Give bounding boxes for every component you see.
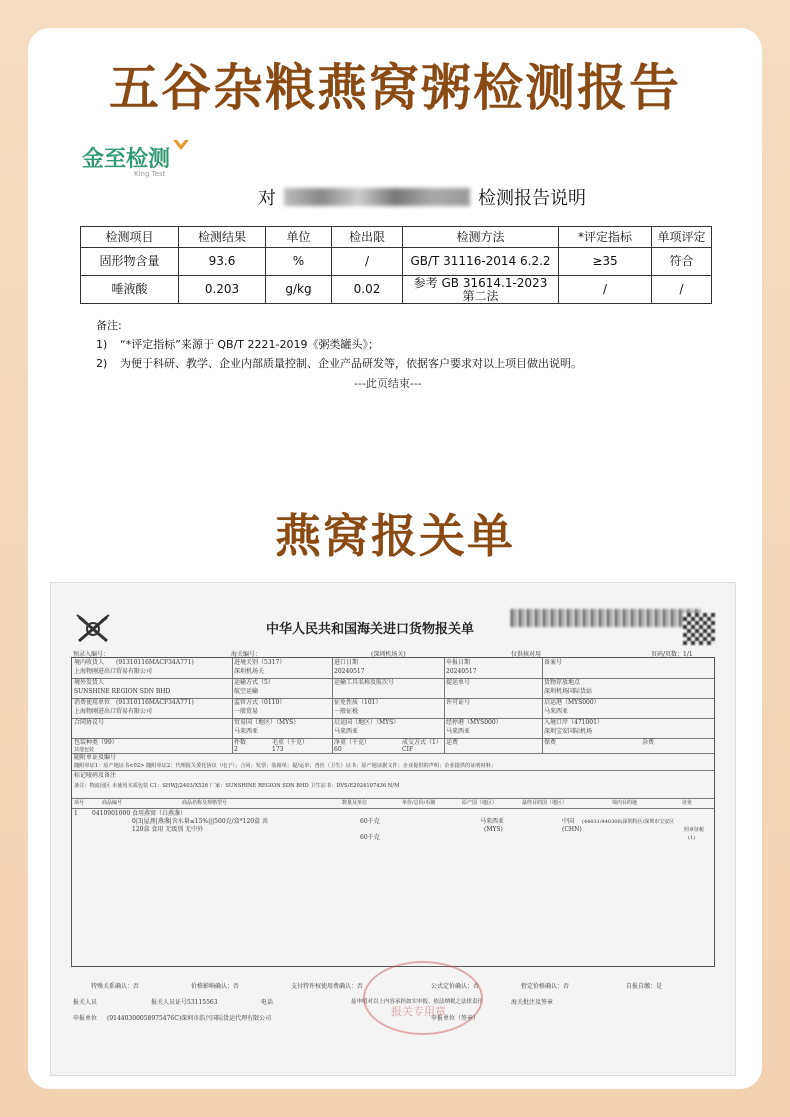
cell-value: 深圳机场国际货站 bbox=[544, 688, 593, 695]
cell-label: 毛重（千克） bbox=[272, 739, 309, 746]
customs-form-title: 中华人民共和国海关进口货物报关单 bbox=[266, 622, 475, 637]
legal-promise: 兹申明对以上内容承担如实申报、依法纳税之法律责任 bbox=[351, 999, 484, 1005]
cell-label: 运输工具名称及航次号 bbox=[334, 679, 395, 686]
cell-value: 深圳机场关 bbox=[234, 668, 265, 675]
page-title-report: 五谷杂粮燕窝粥检测报告 bbox=[109, 59, 681, 117]
goods-value: 0410901000 bbox=[92, 810, 131, 817]
cell-value: 一般征税 bbox=[334, 708, 359, 715]
cell-value: 马来西亚 bbox=[234, 728, 259, 735]
cell-value: 马来西亚 bbox=[334, 728, 359, 735]
cell-value: 深圳宝安国际机场 bbox=[544, 728, 593, 735]
goods-value: (MYS) bbox=[484, 826, 503, 833]
cell: % bbox=[266, 248, 332, 276]
cell-label: 包装种类（99） bbox=[74, 739, 118, 746]
cell-label: 合同协议号 bbox=[74, 719, 105, 726]
goods-value: (1) bbox=[688, 835, 696, 841]
port-name: (深圳机场关) bbox=[371, 651, 406, 658]
cell-label: 境内收货人 bbox=[74, 659, 105, 666]
self-report: 自报自缴：是 bbox=[626, 983, 663, 990]
goods-header: 原产国（地区） bbox=[462, 800, 498, 806]
agent-name: (91440300058975476C)深圳市浩兴国际货运代理有限公司 bbox=[107, 1015, 272, 1022]
cell-label: 运费 bbox=[446, 739, 459, 746]
company-logo bbox=[82, 142, 171, 178]
confirm-price: 价格影响确认：否 bbox=[191, 983, 240, 990]
cell: 0.203 bbox=[179, 276, 266, 304]
cell-value: 60 bbox=[334, 746, 342, 753]
goods-header: 最终目的国（地区） bbox=[522, 800, 568, 806]
page-end-mark: ---此页结束--- bbox=[354, 377, 422, 390]
report-head-suffix: 检测报告说明 bbox=[478, 188, 586, 209]
cell-value: 2 bbox=[234, 746, 238, 753]
cell-value: 173 bbox=[272, 746, 284, 753]
cell-value: 一般贸易 bbox=[234, 708, 259, 715]
report-notes bbox=[96, 316, 582, 373]
qr-code-icon bbox=[683, 613, 715, 645]
cell-label: 随附单证及编号 bbox=[74, 754, 117, 761]
phone-label: 电话 bbox=[261, 999, 274, 1006]
cell-value: CIF bbox=[402, 746, 414, 753]
th-method: 检测方法 bbox=[403, 227, 559, 248]
cell-value: 航空运输 bbox=[234, 688, 259, 695]
notes-title: 备注: bbox=[96, 319, 122, 332]
cell-value: 20240517 bbox=[446, 668, 477, 675]
cell: GB/T 31116-2014 6.2.2 bbox=[403, 248, 559, 276]
cell-value: 上海物刚进出口贸易有限公司 bbox=[74, 708, 153, 715]
table-row bbox=[81, 248, 712, 276]
goods-value: (CHN) bbox=[562, 826, 582, 833]
cell: 0.02 bbox=[332, 276, 403, 304]
cell-value: 20240517 bbox=[334, 668, 365, 675]
goods-value: 中国 bbox=[562, 818, 575, 825]
cell: 93.6 bbox=[179, 248, 266, 276]
stamp-text: 报关专用章 bbox=[391, 1005, 446, 1018]
cell-label: 进境关别（5317） bbox=[234, 659, 286, 666]
cell: / bbox=[332, 248, 403, 276]
goods-value: 0|3|屋燕|燕盏|含水量≤15%|||500克/盒*120盒 共 bbox=[132, 818, 268, 825]
confirm-tax: 公式定价确认：否 bbox=[431, 983, 480, 990]
cell-label: 保费 bbox=[544, 739, 557, 746]
goods-header: 项号 bbox=[74, 800, 85, 806]
cell-label: 消费使用单位 bbox=[74, 699, 111, 706]
goods-value: 120盒 食用 无级别 无中外 bbox=[132, 826, 204, 833]
cell-label: 启运港（MYS000） bbox=[544, 699, 600, 706]
th-unit: 单位 bbox=[266, 227, 332, 248]
goods-value: 马来西亚 bbox=[480, 818, 505, 825]
test-result-table bbox=[80, 226, 712, 304]
th-item: 检测项目 bbox=[81, 227, 179, 248]
cell: 符合 bbox=[652, 248, 712, 276]
cell-label: 提运单号 bbox=[446, 679, 471, 686]
cell-label: 标记唛码及备注 bbox=[74, 772, 117, 779]
cell-label: 征免性质（101） bbox=[334, 699, 382, 706]
logo-mark-icon bbox=[173, 140, 189, 152]
goods-header: 境内目的地 bbox=[612, 800, 638, 806]
cell-value: 上海物刚进出口贸易有限公司 bbox=[74, 668, 153, 675]
cell: g/kg bbox=[266, 276, 332, 304]
goods-value: 照章征税 bbox=[684, 827, 705, 833]
goods-header: 数量及单位 bbox=[342, 800, 368, 806]
cell-label: 件数 bbox=[234, 739, 247, 746]
cell-label: 许可证号 bbox=[446, 699, 471, 706]
logo-name: 金至检测 bbox=[82, 147, 171, 172]
cell: 参考 GB 31614.1-2023 第二法 bbox=[403, 276, 559, 304]
customs-grid bbox=[71, 657, 715, 967]
cell-label: 经停港（MYS000） bbox=[446, 719, 502, 726]
page-count: 页码/页数：1/1 bbox=[651, 651, 693, 658]
report-heading bbox=[258, 184, 586, 210]
cell: / bbox=[559, 276, 652, 304]
goods-value: (44031/440306)深圳特区/深圳市宝安区 bbox=[582, 819, 675, 825]
th-criteria: *评定指标 bbox=[559, 227, 652, 248]
customs-emblem-icon bbox=[73, 611, 113, 647]
cell-value: 马来西亚 bbox=[544, 708, 569, 715]
agent-sign: 申报单位（签章） bbox=[431, 1015, 480, 1022]
redacted-sample-name bbox=[284, 188, 470, 206]
cell: ≥35 bbox=[559, 248, 652, 276]
goods-header: 单价/总价/币制 bbox=[402, 800, 436, 806]
th-limit: 检出限 bbox=[332, 227, 403, 248]
goods-value: 1 bbox=[74, 810, 78, 817]
cell: / bbox=[652, 276, 712, 304]
goods-header: 商品名称及规格型号 bbox=[182, 800, 228, 806]
customs-declaration-image bbox=[50, 582, 736, 1076]
goods-header: 商品编号 bbox=[102, 800, 123, 806]
goods-value: 食用燕窝（白燕盏） bbox=[132, 810, 187, 817]
report-head-prefix: 对 bbox=[258, 188, 276, 209]
cell-label: 贸易国（地区）（MYS） bbox=[234, 719, 300, 726]
cell-label: 入境口岸（471001） bbox=[544, 719, 603, 726]
cell-label: 备案号 bbox=[544, 659, 563, 666]
declarant-label: 报关人员 bbox=[73, 999, 98, 1006]
table-header-row bbox=[81, 227, 712, 248]
cell-value: 备注：物流园区 未使用木质包装 C1：SHWJ/2403/X526 厂家：SUNSHINE REGION SDN BHD 卫生证书：DVS/E2024107436 N/M bbox=[74, 783, 400, 789]
note-text: “*评定指标”来源于 QB/T 2221-2019《粥类罐头》； bbox=[120, 338, 379, 351]
cell-value: 马来西亚 bbox=[446, 728, 471, 735]
cell-label: 杂费 bbox=[642, 739, 655, 746]
th-judge: 单项评定 bbox=[652, 227, 712, 248]
cell-label: 启运国（地区）（MYS） bbox=[334, 719, 400, 726]
verify-note: 仅供核对用 bbox=[511, 651, 542, 658]
cell: 唾液酸 bbox=[81, 276, 179, 304]
confirm-provisional: 暂定价格确认：否 bbox=[521, 983, 570, 990]
cell-label: 监管方式（0110） bbox=[234, 699, 286, 706]
declarant-no: 报关人员证号53115563 bbox=[151, 999, 218, 1006]
cell-value: SUNSHINE REGION SDN BHD bbox=[74, 688, 171, 695]
goods-value: 60千克 bbox=[360, 818, 380, 825]
customs-no: 海关编号： bbox=[231, 651, 262, 658]
customs-stamp bbox=[363, 961, 483, 1035]
cell-value: 随附单证1：原产地证书<02> 随附单证2：代理报关委托协议（电子）；合同；发票；装箱单；提/运单；兽医（卫生）证书；原产地证据文件；企业提供的声明；企业提供的证明材料； bbox=[74, 763, 497, 769]
cell-label: 申报日期 bbox=[446, 659, 471, 666]
agent-label: 申报单位 bbox=[73, 1015, 98, 1022]
review-label: 海关批注及签章 bbox=[511, 999, 554, 1006]
cell-label: 净重（千克） bbox=[334, 739, 371, 746]
logo-sub: King Test bbox=[134, 170, 166, 178]
table-row bbox=[81, 276, 712, 304]
page-title-customs: 燕窝报关单 bbox=[275, 509, 515, 563]
cell-label: 运输方式（5） bbox=[234, 679, 274, 686]
cell-value: 其他包装 bbox=[74, 747, 95, 753]
note-number: 1) bbox=[96, 338, 108, 351]
th-result: 检测结果 bbox=[179, 227, 266, 248]
pre-no: 预录入编号： bbox=[73, 651, 110, 658]
note-item bbox=[96, 354, 582, 373]
cell-label: 成交方式（1） bbox=[402, 739, 442, 746]
cell-label: 境外发货人 bbox=[74, 679, 105, 686]
note-text: 为便于科研、教学、企业内部质量控制、企业产品研发等，依据客户要求对以上项目做出说明。 bbox=[120, 357, 582, 370]
cell-label: 货物存放地点 bbox=[544, 679, 581, 686]
cell-label: 进口日期 bbox=[334, 659, 359, 666]
goods-value: 60千克 bbox=[360, 834, 380, 841]
cell: 固形物含量 bbox=[81, 248, 179, 276]
goods-header: 征免 bbox=[682, 800, 693, 806]
confirm-special: 特殊关系确认：否 bbox=[91, 983, 140, 990]
cell-value: (91310116MACF34A771) bbox=[116, 659, 194, 666]
barcode-icon bbox=[511, 609, 701, 627]
note-number: 2) bbox=[96, 357, 108, 370]
confirm-royalty: 支付特许权使用费确认：否 bbox=[291, 983, 364, 990]
cell-value: (91310116MACF34A771) bbox=[116, 699, 194, 706]
note-item bbox=[96, 335, 582, 354]
